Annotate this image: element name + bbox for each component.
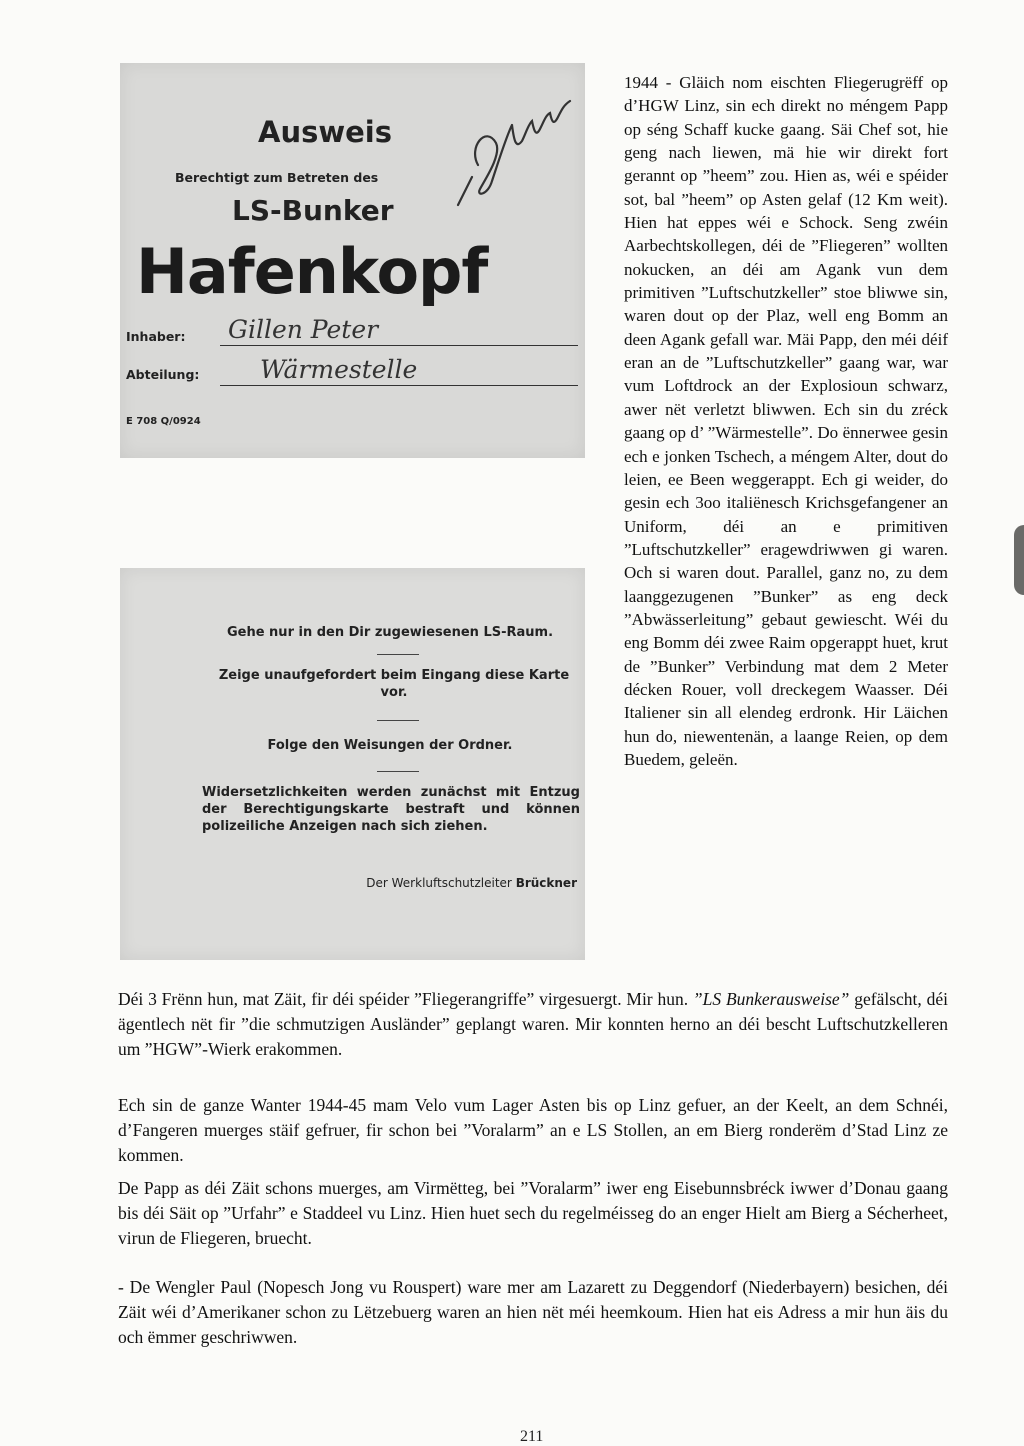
rule-3: Folge den Weisungen der Ordner. <box>267 738 513 753</box>
paragraph-1-italic: ”LS Bunkerausweise” <box>692 989 850 1009</box>
paragraph-1-after: gefälscht, déi ägentlech nët fir ”die schmutzigen Ausländer” geplangt waren. Mir konnten herno an déi bescht Luftschutzkelleren um ”HGW”-Wierk erakommen. <box>118 989 948 1059</box>
paragraph-1-before: Déi 3 Frënn hun, mat Zäit, fir déi spéider ”Fliegerangriffe” virgesuergt. Mir hun. <box>118 989 693 1009</box>
paragraph-4 <box>118 1275 948 1350</box>
card-code: E 708 Q/0924 <box>126 416 201 427</box>
holder-label: Inhaber: <box>126 329 186 344</box>
rule-4: Widersetzlichkeiten werden zunächst mit Entzug der Berechtigungskarte bestraft und können polizeiliche Anzeigen nach sich ziehen. <box>202 785 580 834</box>
card-subtitle: Berechtigt zum Betreten des <box>175 170 379 185</box>
rule-divider <box>377 654 419 655</box>
rule-2: Zeige unaufgefordert beim Eingang diese Karte vor. <box>218 668 570 700</box>
dept-handwriting: Wärmestelle <box>260 355 418 384</box>
ausweis-card <box>120 63 585 458</box>
right-column-text <box>624 71 948 771</box>
paragraph-2-text: Ech sin de ganze Wanter 1944-45 mam Velo vum Lager Asten bis op Linz gefuer, an der Keelt, an dem Schnéi, d’Fangeren muerges stäif gefruer, fir schon bei ”Voralarm” an e LS Stollen, an em Bierg ronderëm d’Stad Linz ze kommen. <box>118 1095 948 1165</box>
column-paragraph: 1944 - Gläich nom eischten Fliegerugrëff op d’HGW Linz, sin ech direkt no méngem Papp op séng Schaff kucke gaang. Säi Chef sot, hie geng nach liewen, mä hie wir direkt fort gerannt op ”heem” zou. Hien as, wéi e spéider sot, bal ”heem” op Asten gelaf (12 Km weit). Hien hat eppes wéi e Schock. Seng zwéin Aarbechtskollegen, déi de ”Fliegeren” wollten nokucken, an déi am Agank vun dem primitiven ”Luftschutzkeller” stoe bliwwe sin, waren dout op der Plaz, well eng Bomm an deen Agank gefall war. Mäi Papp, den méi déif eran an de ”Luftschutzkeller” gaang war, war vum Loftdrock an der Explosioun schwarz, awer nët verletzt bliwwen. Ech sin du zréck gaang op d’ ”Wärmestelle”. Do ënnerwee gesin ech e jonken Tschech, a méngem Alter, dout do leien, ee Been weggerappt. Ech gi weider, do gesin ech 3oo italiënesch Krichsgefangener an Uniform, déi an e primitiven ”Luftschutzkeller” eragewdriwwen gi waren. Och si waren dout. Parallel, ganz no, zu dem laanggezugenen ”Bunker” as eng deck ”Abwässerleitung” gebaut gewiescht. Wéi du eng Bomm déi zwee Raim opgerappt huet, krut de ”Bunker” Verbindung mat dem 2 Meter décken Rouer, voll dreckegem Waasser. Déi Italiener sin all elendeg erdronk. Hir Läichen hun do, niewentenän, a laange Reien, op dem Buedem, geleën. <box>624 73 948 769</box>
rule-1: Gehe nur in den Dir zugewiesenen LS-Raum. <box>226 625 554 640</box>
holder-line <box>220 345 578 346</box>
paragraph-1 <box>118 987 948 1062</box>
paragraph-4-text: - De Wengler Paul (Nopesch Jong vu Rouspert) ware mer am Lazarett zu Deggendorf (Niederbayern) besichen, déi Zäit wéi d’Amerikaner schon zu Lëtzebuerg waren an hien nët méi heemkoum. Hien hat eis Adress a mir hun äis du och ëmmer geschriwwen. <box>118 1277 948 1347</box>
paragraph-3-text: De Papp as déi Zäit schons muerges, am Virmëtteg, bei ”Voralarm” iwer eng Eisebunnsbréck iwwer d’Donau gaang bis déi Säit op ”Urfahr” e Staddeel vu Linz. Hien huet sech du regelméisseg do an enger Hielt am Bierg a Sécherheet, virun de Fliegeren, bruecht. <box>118 1178 948 1248</box>
rule-divider <box>377 720 419 721</box>
signer-role: Der Werkluftschutzleiter <box>366 876 512 890</box>
signature-scribble <box>440 85 580 215</box>
binding-edge <box>1014 525 1024 595</box>
card-title: Ausweis <box>258 115 393 149</box>
dept-label: Abteilung: <box>126 367 200 382</box>
rules-card <box>120 568 585 960</box>
signer-name: Brückner <box>515 876 577 890</box>
bunker-place: Hafenkopf <box>136 235 488 308</box>
paragraph-2 <box>118 1093 948 1168</box>
bunker-label: LS-Bunker <box>232 194 394 227</box>
holder-handwriting: Gillen Peter <box>228 315 379 344</box>
signer <box>366 876 577 890</box>
dept-line <box>220 385 578 386</box>
rule-divider <box>377 771 419 772</box>
paragraph-3 <box>118 1176 948 1251</box>
page-number: 211 <box>520 1428 544 1445</box>
